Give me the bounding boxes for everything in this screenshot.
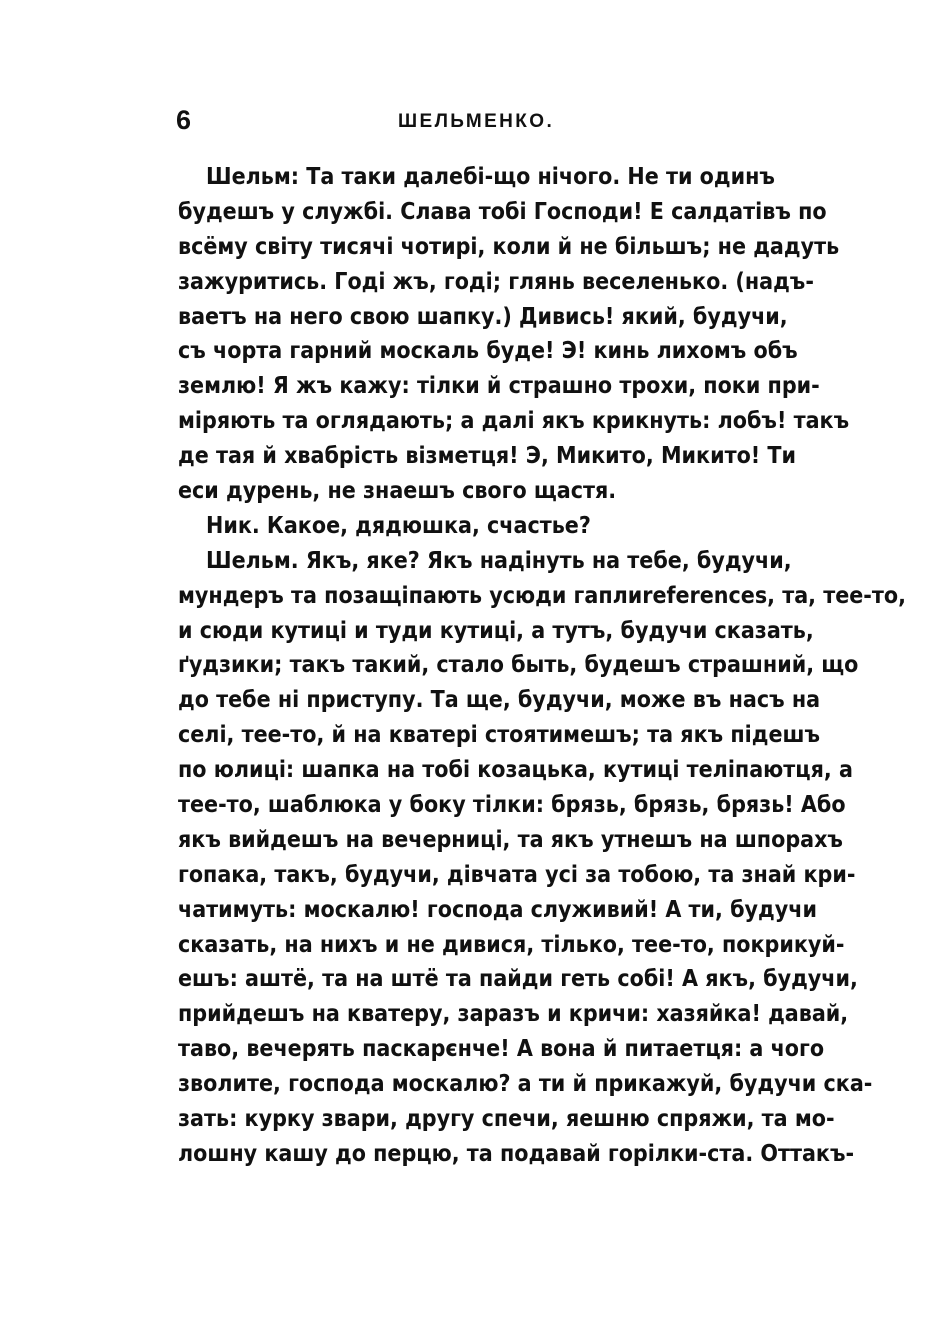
text-line: таво, вечерять паскарєнче! А вона й питаетця: а чого — [178, 1036, 825, 1063]
text-line: зажуритись. Годі жъ, годі; глянь веселенько. (надъ- — [178, 268, 814, 295]
page-number: 6 — [176, 105, 192, 135]
text-line: до тебе ні приступу. Та ще, будучи, може въ насъ на — [178, 687, 821, 714]
text-line: лошну кашу до перцю, та подавай горілки-ста. Оттакъ- — [178, 1140, 855, 1167]
text-line: гопака, такъ, будучи, дівчата усі за тобою, та знай кри- — [178, 861, 856, 888]
text-line: якъ вийдешъ на вечерниці, та якъ утнешъ на шпорахъ — [178, 826, 843, 853]
text-line: тее-то, шаблюка у боку тілки: брязь, брязь, брязь! Або — [178, 792, 846, 819]
text-line: будешъ у службі. Слава тобі Господи! Е салдатівъ по — [178, 198, 827, 225]
text-line: мундеръ та позащіпають усюди гаплиreferences, та, тее-то, — [178, 582, 906, 609]
text-line: съ чорта гарний москаль буде! Э! кинь лихомъ объ — [178, 338, 798, 365]
text-line: ваетъ на него свою шапку.) Дивись! який, будучи, — [178, 303, 788, 330]
text-line: еси дурень, не знаешъ свого щастя. — [178, 478, 617, 505]
text-line: Ник. Какое, дядюшка, счастье? — [206, 512, 591, 539]
text-line: ешъ: аштё, та на штё та пайди геть собі! А якъ, будучи, — [178, 966, 858, 993]
running-head: ШЕЛЬМЕНКО. — [398, 111, 555, 132]
text-line: прийдешъ на кватеру, заразъ и кричи: хазяйка! давай, — [178, 1001, 849, 1028]
text-line: міряють та оглядають; а далі якъ крикнуть: лобъ! такъ — [178, 408, 850, 435]
text-line: де тая й хвабрість візметця! Э, Микито, Микито! Ти — [178, 443, 797, 470]
text-line: землю! Я жъ кажу: тілки й страшно трохи, поки при- — [178, 373, 820, 400]
text-line: Шельм. Якъ, яке? Якъ надінуть на тебе, будучи, — [206, 547, 792, 574]
text-line: Шельм: Та таки далебі-що нічого. Не ти одинъ — [206, 164, 775, 190]
text-line: ґудзики; такъ такий, стало быть, будешъ страшний, що — [178, 652, 859, 679]
text-line: всёму світу тисячі чотирі, коли й не більшъ; не дадуть — [178, 233, 840, 260]
text-line: зать: курку звари, другу спечи, яешню спряжи, та мо- — [178, 1106, 835, 1133]
body-text — [178, 160, 906, 1172]
text-line: селі, тее-то, й на кватері стоятимешъ; та якъ підешъ — [178, 722, 821, 749]
text-line: зволите, господа москалю? а ти й прикажуй, будучи ска- — [178, 1071, 873, 1098]
page-header — [176, 100, 776, 140]
text-line: чатимуть: москалю! господа служивий! А ти, будучи — [178, 896, 817, 923]
text-line: по юлиці: шапка на тобі козацька, кутиці теліпаютця, а — [178, 757, 853, 784]
text-line: и сюди кутиці и туди кутиці, а тутъ, будучи сказать, — [178, 617, 814, 644]
text-line: сказать, на нихъ и не дивися, тілько, тее-то, покрикуй- — [178, 931, 845, 958]
